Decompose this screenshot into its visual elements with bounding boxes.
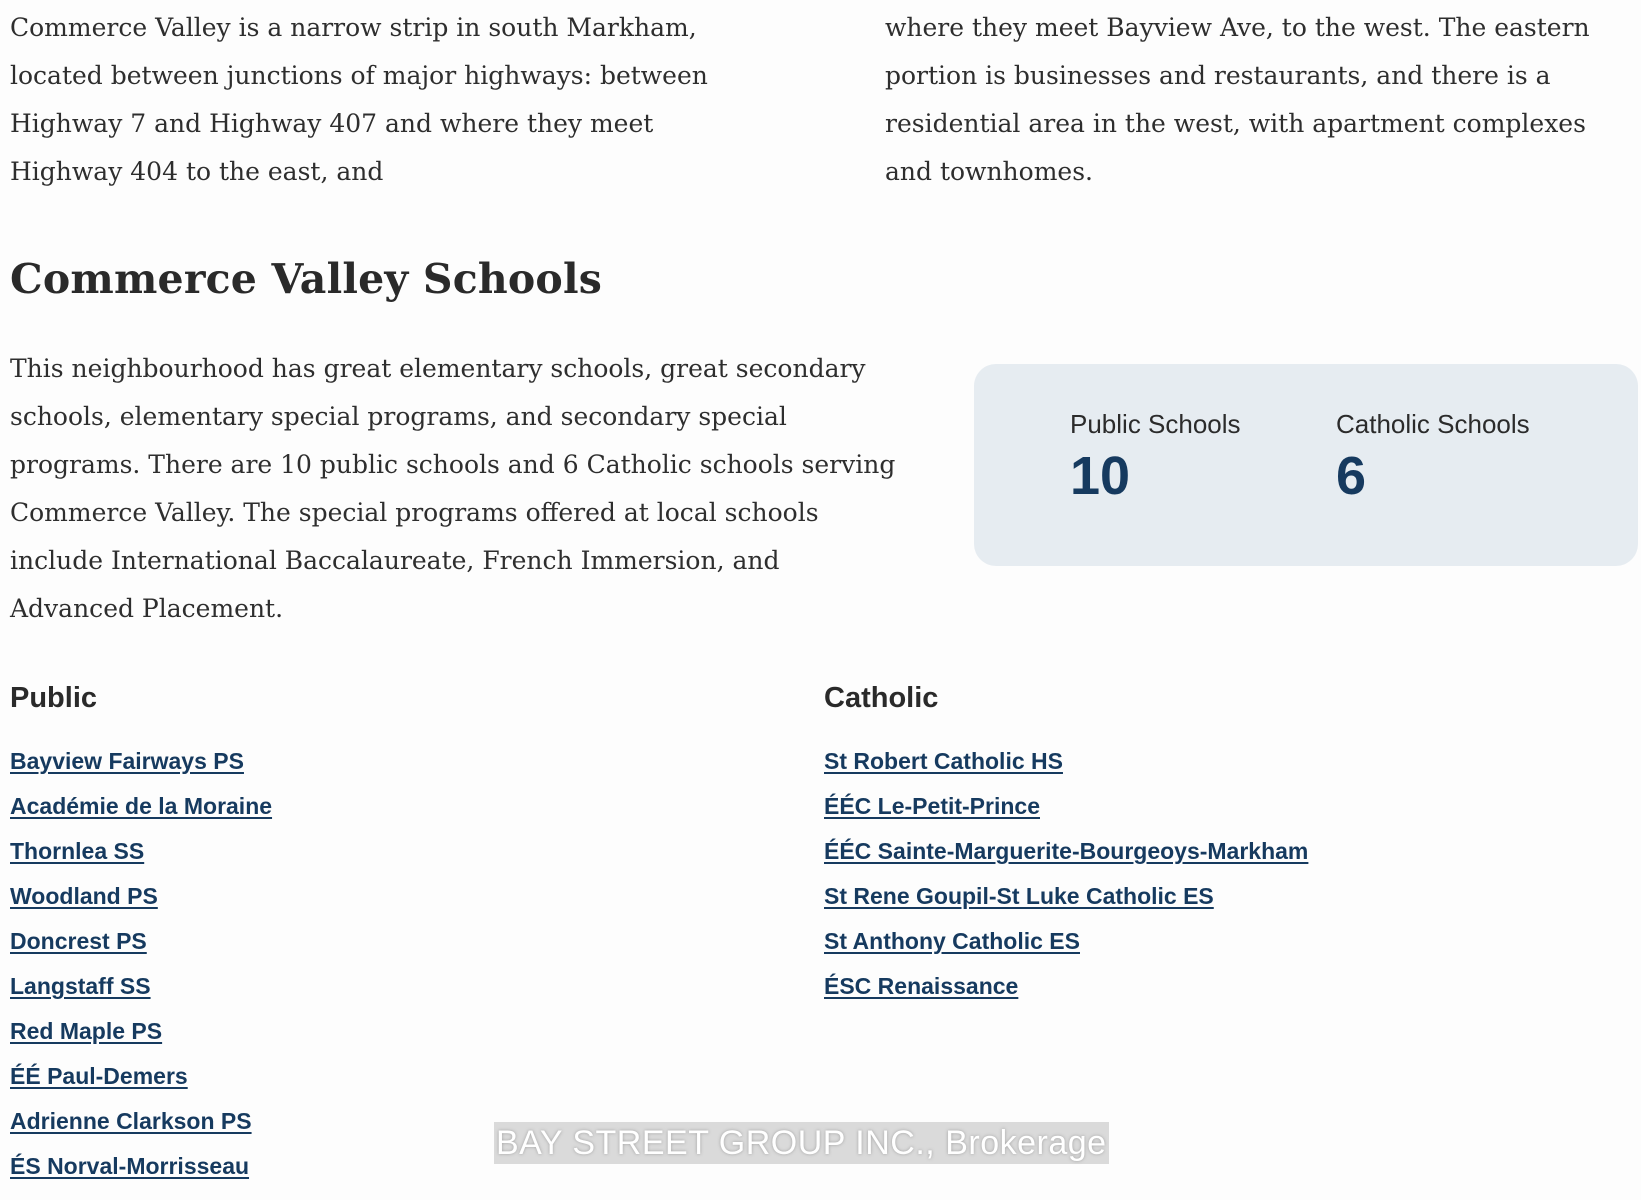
school-link[interactable]: ÉÉC Le-Petit-Prince — [824, 793, 1040, 819]
list-item — [824, 877, 1308, 922]
public-list-heading: Public — [10, 682, 98, 714]
list-item — [824, 787, 1308, 832]
brokerage-watermark: BAY STREET GROUP INC., Brokerage — [496, 1124, 1107, 1162]
school-link[interactable]: Académie de la Moraine — [10, 793, 273, 819]
school-link[interactable]: ÉSC Renaissance — [824, 973, 1019, 999]
school-link[interactable]: Doncrest PS — [10, 928, 147, 954]
schools-description: This neighbourhood has great elementary schools, great secondary schools, elementary special programs, and secondary special programs. There are 10 public schools and 6 Catholic schools serving Commerce Valley. The special programs offered at local schools include International Baccalaureate, French Immersion, and Advanced Placement. — [10, 354, 896, 623]
public-schools-label: Public Schools — [1070, 409, 1241, 439]
list-item — [10, 922, 272, 967]
list-item — [824, 967, 1308, 1012]
list-item — [824, 922, 1308, 967]
school-link[interactable]: ÉÉC Sainte-Marguerite-Bourgeoys-Markham — [824, 838, 1309, 864]
school-link[interactable]: St Rene Goupil-St Luke Catholic ES — [824, 883, 1214, 909]
public-schools-count: 10 — [1070, 446, 1131, 506]
public-schools-list — [10, 742, 272, 1192]
school-link[interactable]: St Robert Catholic HS — [824, 748, 1063, 774]
catholic-schools-column — [824, 678, 1308, 1012]
catholic-schools-list — [824, 742, 1308, 1012]
intro-paragraph-left: Commerce Valley is a narrow strip in south Markham, located between junctions of major highways: between Highway 7 and Highway 407 and where they meet Highway 404 to the east, and — [10, 13, 708, 186]
list-item — [10, 1057, 272, 1102]
public-schools-stat — [1070, 409, 1241, 506]
school-link[interactable]: ÉÉ Paul-Demers — [10, 1063, 188, 1089]
list-item — [10, 877, 272, 922]
school-link[interactable]: Red Maple PS — [10, 1018, 163, 1044]
schools-section-title: Commerce Valley Schools — [10, 255, 603, 303]
list-item — [824, 742, 1308, 787]
list-item — [10, 1102, 272, 1147]
intro-paragraph-right: where they meet Bayview Ave, to the west. The eastern portion is businesses and restaurants, and there is a residential area in the west, with apartment complexes and townhomes. — [885, 13, 1590, 186]
school-link[interactable]: Adrienne Clarkson PS — [10, 1108, 252, 1134]
list-item — [10, 832, 272, 877]
public-schools-column — [10, 678, 272, 1192]
school-link[interactable]: Bayview Fairways PS — [10, 748, 244, 774]
neighbourhood-intro — [10, 4, 1630, 196]
school-link[interactable]: Thornlea SS — [10, 838, 145, 864]
list-item — [10, 1147, 272, 1192]
catholic-list-heading: Catholic — [824, 682, 939, 714]
school-link[interactable]: Woodland PS — [10, 883, 158, 909]
list-item — [10, 967, 272, 1012]
school-stats-card — [974, 364, 1638, 566]
school-link[interactable]: St Anthony Catholic ES — [824, 928, 1080, 954]
list-item — [10, 1012, 272, 1057]
list-item — [824, 832, 1308, 877]
list-item — [10, 787, 272, 832]
school-link[interactable]: Langstaff SS — [10, 973, 151, 999]
catholic-schools-count: 6 — [1336, 446, 1367, 506]
school-link[interactable]: ÉS Norval-Morrisseau — [10, 1153, 250, 1179]
catholic-schools-stat — [1336, 409, 1530, 506]
catholic-schools-label: Catholic Schools — [1336, 409, 1530, 439]
list-item — [10, 742, 272, 787]
